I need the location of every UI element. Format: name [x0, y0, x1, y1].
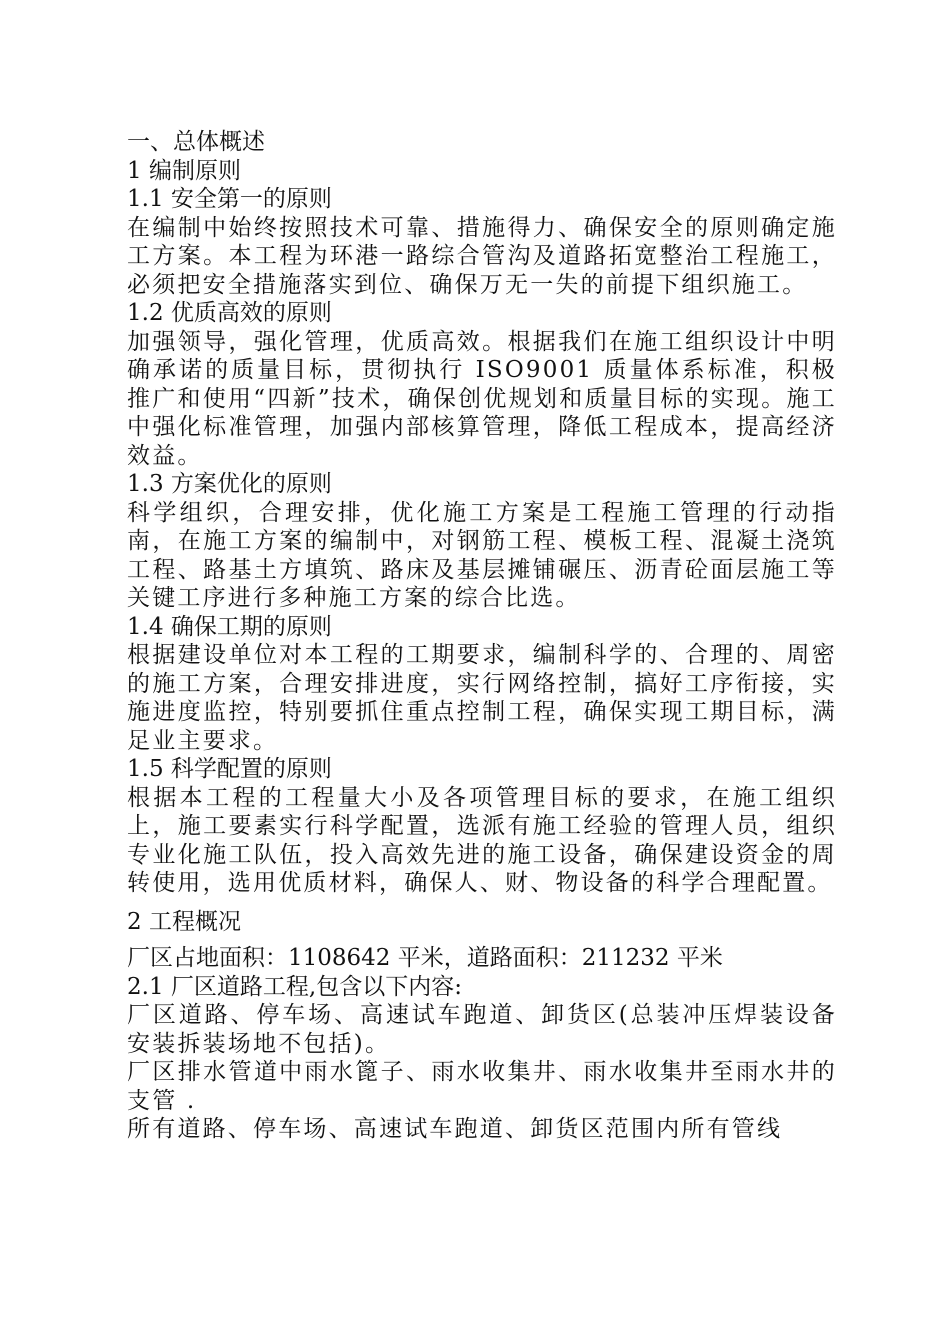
paragraph-safety-first: 在编制中始终按照技术可靠、措施得力、确保安全的原则确定施工方案。本工程为环港一路综合管沟及道路拓宽整治工程施工，必须把安全措施落实到位、确保万无一失的前提下组织施工。 [127, 214, 837, 298]
subheading-plan-optimization: 1.3 方案优化的原则 [127, 471, 332, 497]
subheading-road-works: 2.1 厂区道路工程,包含以下内容: [127, 973, 462, 1000]
subheading-safety-first: 1.1 安全第一的原则 [127, 186, 332, 212]
paragraph-plan-optimization: 科学组织，合理安排，优化施工方案是工程施工管理的行动指南，在施工方案的编制中，对钢筋工程、模板工程、混凝土浇筑工程、路基土方填筑、路床及基层摊铺碾压、沥青砼面层施工等关键工序进行多种施工方案的综合比选。 [127, 499, 837, 611]
section-heading-project-overview: 2 工程概况 [127, 908, 241, 935]
subheading-scientific-allocation: 1.5 科学配置的原则 [127, 756, 332, 782]
section-heading-principles: 1 编制原则 [127, 157, 241, 184]
paragraph-site-area: 厂区占地面积：1108642 平米，道路面积：211232 平米 [127, 945, 723, 971]
section-heading-overview: 一、总体概述 [127, 129, 265, 155]
paragraph-quality-efficiency: 加强领导，强化管理，优质高效。根据我们在施工组织设计中明确承诺的质量目标，贯彻执行 ISO9001 质量体系标准，积极推广和使用“四新”技术，确保创优规划和质量目标的实现。施工中强化标准管理，加强内部核算管理，降低工程成本，提高经济效益。 [127, 328, 837, 469]
paragraph-scientific-allocation: 根据本工程的工程量大小及各项管理目标的要求，在施工组织上，施工要素实行科学配置，选派有施工经验的管理人员，组织专业化施工队伍，投入高效先进的施工设备，确保建设资金的周转使用，选用优质材料，确保人、财、物设备的科学合理配置。 [127, 784, 837, 896]
paragraph-schedule-assurance: 根据建设单位对本工程的工期要求，编制科学的、合理的、周密的施工方案，合理安排进度，实行网络控制，搞好工序衔接，实施进度监控，特别要抓住重点控制工程，确保实现工期目标，满足业主要求。 [127, 642, 837, 754]
subheading-schedule-assurance: 1.4 确保工期的原则 [127, 613, 332, 640]
paragraph-road-works-scope: 厂区道路、停车场、高速试车跑道、卸货区(总装冲压焊装设备安装拆装场地不包括)。 [127, 1002, 837, 1057]
paragraph-drainage-scope: 厂区排水管道中雨水篦子、雨水收集井、雨水收集井至雨水井的支管 . [127, 1059, 837, 1114]
document-body [127, 128, 837, 1144]
paragraph-pipeline-scope: 所有道路、停车场、高速试车跑道、卸货区范围内所有管线 [127, 1116, 783, 1142]
subheading-quality-efficiency: 1.2 优质高效的原则 [127, 300, 332, 326]
